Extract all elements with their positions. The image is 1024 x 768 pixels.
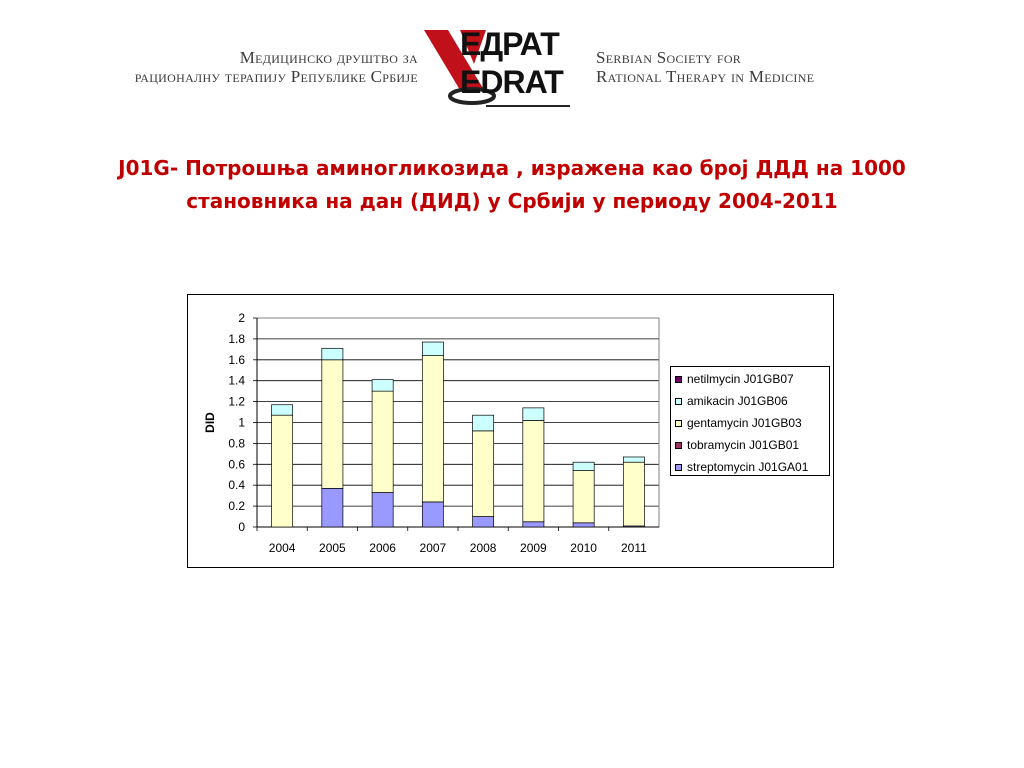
- chart-legend: [670, 366, 830, 476]
- legend-swatch: [675, 464, 682, 471]
- legend-swatch: [675, 376, 682, 383]
- org-name-english-line2: Rational Therapy in Medicine: [596, 67, 815, 86]
- x-tick-label: 2004: [268, 541, 296, 555]
- org-name-serbian-line1: Медицинско друштво за: [239, 48, 418, 67]
- org-name-english-line1: Serbian Society for: [596, 48, 742, 67]
- x-tick-label: 2008: [469, 541, 497, 555]
- y-tick-label: 2: [238, 311, 245, 325]
- legend-item: [675, 459, 808, 475]
- legend-swatch: [675, 420, 682, 427]
- y-tick-label: 1.8: [228, 331, 245, 346]
- logo-text-latin: EDRAT: [460, 64, 563, 100]
- legend-label: gentamycin J01GB03: [687, 416, 802, 430]
- x-tick-label: 2009: [520, 541, 547, 555]
- legend-label: amikacin J01GB06: [687, 394, 788, 408]
- legend-item: [675, 371, 794, 387]
- legend-label: streptomycin J01GA01: [687, 460, 809, 474]
- x-tick-label: 2010: [570, 541, 597, 555]
- legend-item: [675, 393, 788, 409]
- y-tick-label: 1.2: [228, 394, 245, 409]
- org-name-serbian-line2: рационалну терапију Републике Србије: [134, 67, 418, 86]
- y-tick-label: 1: [238, 415, 245, 430]
- legend-swatch: [675, 442, 682, 449]
- x-tick-label: 2007: [419, 541, 447, 555]
- slide-title-line2: становника на дан (ДИД) у Србији у периоду 2004-2011: [186, 189, 838, 213]
- slide-title-line1: J01G- Потрошња аминогликозида , изражена као број ДДД на 1000: [118, 156, 906, 180]
- org-name-serbian: [135, 48, 418, 86]
- legend-swatch: [675, 398, 682, 405]
- legend-label: tobramycin J01GB01: [687, 438, 800, 452]
- legend-label: netilmycin J01GB07: [687, 372, 794, 386]
- logo-text-cyrillic: EДРАТ: [460, 26, 559, 62]
- y-tick-label: 1.4: [228, 373, 245, 388]
- y-axis-label: DID: [203, 412, 217, 433]
- x-tick-label: 2006: [369, 541, 396, 555]
- medrat-logo: [424, 26, 574, 110]
- y-tick-label: 0.6: [228, 457, 245, 472]
- slide-title: [0, 152, 1024, 218]
- y-tick-label: 1.6: [228, 352, 245, 367]
- legend-item: [675, 437, 799, 453]
- legend-item: [675, 415, 802, 431]
- y-tick-label: 0.2: [228, 499, 245, 514]
- x-tick-label: 2011: [620, 541, 647, 555]
- y-tick-label: 0: [238, 520, 245, 534]
- y-tick-label: 0.4: [228, 478, 245, 493]
- y-tick-label: 0.8: [228, 436, 245, 451]
- org-name-english: [596, 48, 814, 86]
- x-tick-label: 2005: [319, 541, 346, 555]
